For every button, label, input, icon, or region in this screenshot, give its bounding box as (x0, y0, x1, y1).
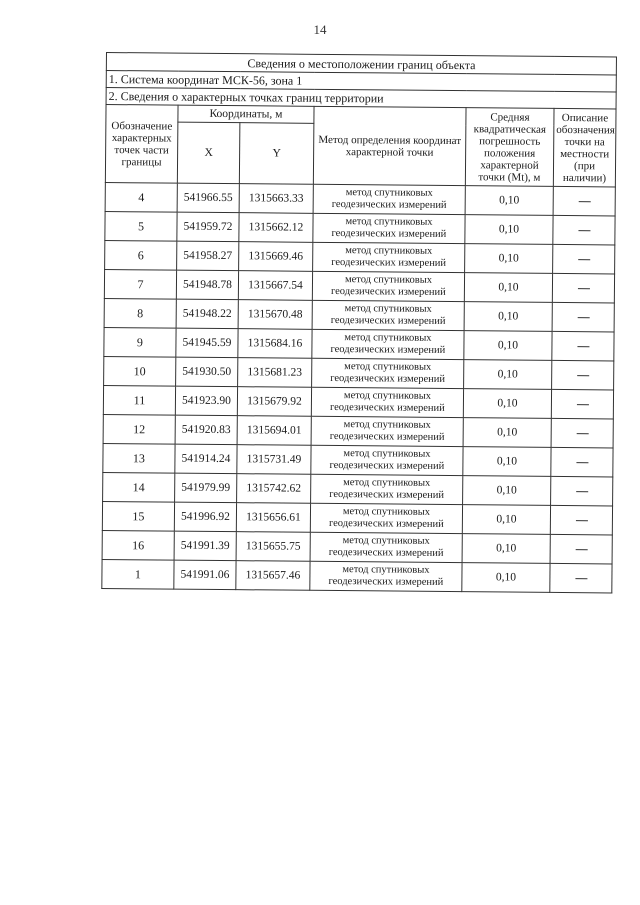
description-cell (552, 302, 614, 332)
x-coordinate: 541920.83 (175, 415, 237, 445)
error-value: 0,10 (464, 360, 552, 390)
table-row (104, 269, 614, 302)
x-coordinate: 541930.50 (176, 357, 238, 387)
header-x: X (177, 122, 240, 184)
table-row (104, 356, 614, 389)
dash-mark (576, 404, 588, 405)
method-cell: метод спутниковых геодезических измерений (310, 532, 462, 562)
x-coordinate: 541958.27 (177, 241, 239, 271)
method-cell: метод спутниковых геодезических измерений (312, 358, 464, 388)
error-value: 0,10 (465, 186, 553, 216)
error-value: 0,10 (464, 331, 552, 361)
table-row (104, 298, 614, 331)
table-row (103, 414, 613, 447)
header-y: Y (239, 123, 314, 185)
dash-mark (575, 520, 587, 521)
point-number: 11 (103, 385, 175, 415)
error-value: 0,10 (462, 534, 550, 564)
table-row (102, 501, 612, 534)
y-coordinate: 1315742.62 (237, 474, 311, 504)
y-coordinate: 1315669.46 (239, 242, 313, 272)
header-coordinates: Координаты, м (178, 105, 314, 123)
description-cell (553, 215, 615, 245)
point-number: 6 (105, 240, 177, 270)
error-value: 0,10 (465, 244, 553, 274)
table-row (104, 327, 614, 360)
method-cell: метод спутниковых геодезических измерений (310, 503, 462, 533)
description-cell (553, 186, 615, 216)
point-number: 14 (103, 472, 175, 502)
method-cell: метод спутниковых геодезических измерений (311, 416, 463, 446)
point-number: 7 (104, 269, 176, 299)
description-cell (551, 447, 613, 477)
method-cell: метод спутниковых геодезических измерений (312, 271, 464, 301)
y-coordinate: 1315681.23 (238, 358, 312, 388)
error-value: 0,10 (463, 447, 551, 477)
page-number: 14 (313, 22, 327, 37)
table-row (102, 530, 612, 563)
dash-mark (578, 259, 590, 260)
y-coordinate: 1315731.49 (237, 445, 311, 475)
x-coordinate: 541948.78 (176, 270, 238, 300)
error-value: 0,10 (463, 476, 551, 506)
table-row (105, 240, 615, 273)
point-number: 8 (104, 298, 176, 328)
x-coordinate: 541991.39 (174, 531, 236, 561)
error-value: 0,10 (463, 389, 551, 419)
y-coordinate: 1315662.12 (239, 213, 313, 243)
error-value: 0,10 (462, 505, 550, 535)
table-row (105, 182, 615, 215)
y-coordinate: 1315679.92 (237, 387, 311, 417)
description-cell (551, 476, 613, 506)
point-number: 15 (102, 501, 174, 531)
x-coordinate: 541945.59 (176, 328, 238, 358)
point-number: 5 (105, 211, 177, 241)
header-method: Метод определения координат характерной точки (313, 106, 466, 185)
error-value: 0,10 (462, 563, 550, 593)
description-cell (552, 360, 614, 390)
point-number: 12 (103, 414, 175, 444)
point-number: 10 (104, 356, 176, 386)
header-description: Описание обозначения точки на местности (при наличии) (553, 108, 616, 187)
point-number: 1 (102, 559, 174, 589)
y-coordinate: 1315684.16 (238, 329, 312, 359)
dash-mark (577, 375, 589, 376)
dash-mark (576, 433, 588, 434)
y-coordinate: 1315694.01 (237, 416, 311, 446)
description-cell (550, 505, 612, 535)
point-number: 13 (103, 443, 175, 473)
dash-mark (577, 288, 589, 289)
table-row (105, 211, 615, 244)
method-cell: метод спутниковых геодезических измерений (313, 242, 465, 272)
description-cell (552, 273, 614, 303)
y-coordinate: 1315663.33 (239, 184, 313, 214)
point-number: 9 (104, 327, 176, 357)
method-cell: метод спутниковых геодезических измерений (312, 300, 464, 330)
error-value: 0,10 (465, 215, 553, 245)
method-cell: метод спутниковых геодезических измерений (313, 184, 465, 214)
table-row (102, 559, 612, 592)
description-cell (551, 418, 613, 448)
description-cell (553, 244, 615, 274)
description-cell (550, 534, 612, 564)
method-cell: метод спутниковых геодезических измерений (311, 387, 463, 417)
x-coordinate: 541966.55 (177, 183, 239, 213)
error-value: 0,10 (464, 302, 552, 332)
table-row (103, 385, 613, 418)
coordinate-system: 1. Система координат МСК-56, зона 1 (106, 71, 616, 92)
x-coordinate: 541959.72 (177, 212, 239, 242)
method-cell: метод спутниковых геодезических измерений (312, 329, 464, 359)
dash-mark (576, 491, 588, 492)
description-cell (552, 331, 614, 361)
y-coordinate: 1315657.46 (236, 561, 310, 591)
table-row (103, 472, 613, 505)
method-cell: метод спутниковых геодезических измерений (313, 213, 465, 243)
method-cell: метод спутниковых геодезических измерений (311, 474, 463, 504)
header-designation: Обозначение характерных точек части границы (105, 105, 178, 184)
y-coordinate: 1315655.75 (236, 532, 310, 562)
boundary-table (101, 52, 617, 593)
x-coordinate: 541979.99 (175, 473, 237, 503)
dash-mark (576, 462, 588, 463)
dash-mark (575, 549, 587, 550)
x-coordinate: 541914.24 (175, 444, 237, 474)
x-coordinate: 541923.90 (175, 386, 237, 416)
method-cell: метод спутниковых геодезических измерений (311, 445, 463, 475)
dash-mark (578, 201, 590, 202)
description-cell (551, 389, 613, 419)
method-cell: метод спутниковых геодезических измерений (310, 561, 462, 591)
y-coordinate: 1315656.61 (236, 503, 310, 533)
y-coordinate: 1315667.54 (238, 271, 312, 301)
dash-mark (575, 578, 587, 579)
points-section-title: 2. Сведения о характерных точках границ территории (106, 88, 616, 109)
dash-mark (577, 346, 589, 347)
table-title: Сведения о местоположении границ объекта (106, 53, 616, 75)
description-cell (550, 563, 612, 593)
x-coordinate: 541948.22 (176, 299, 238, 329)
header-error: Средняя квадратическая погрешность положения характерной точки (Mt), м (465, 108, 554, 187)
table-row (103, 443, 613, 476)
dash-mark (577, 317, 589, 318)
y-coordinate: 1315670.48 (238, 300, 312, 330)
point-number: 4 (105, 182, 177, 212)
point-number: 16 (102, 530, 174, 560)
x-coordinate: 541996.92 (174, 502, 236, 532)
dash-mark (578, 230, 590, 231)
error-value: 0,10 (463, 418, 551, 448)
error-value: 0,10 (464, 273, 552, 303)
x-coordinate: 541991.06 (174, 560, 236, 590)
